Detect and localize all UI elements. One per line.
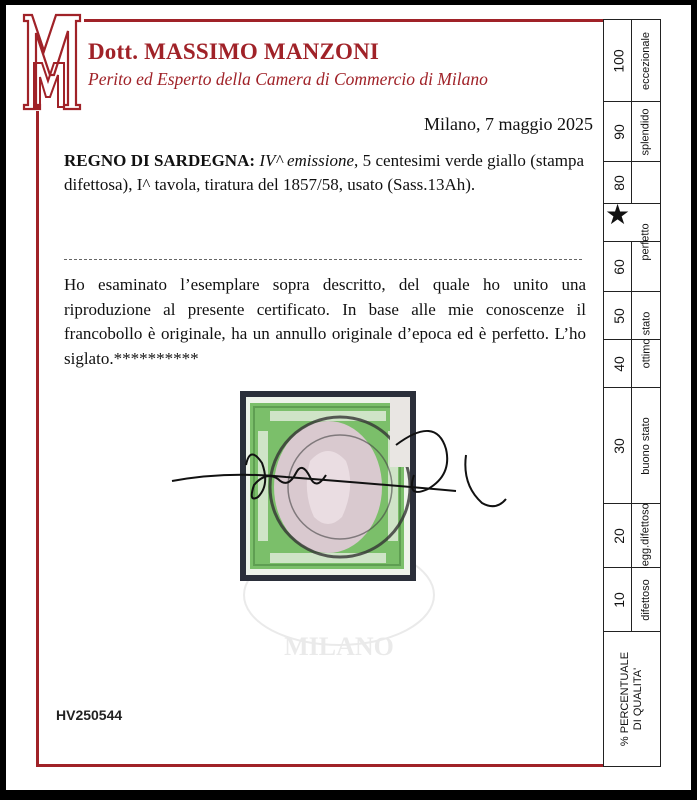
scale-number: 100 <box>610 48 627 73</box>
scale-label: splendido <box>640 107 652 156</box>
scale-footer-line2: DI QUALITA' <box>632 667 645 731</box>
scale-label: perfetto <box>640 223 652 261</box>
scale-number: 80 <box>610 174 627 191</box>
scale-row <box>604 340 660 388</box>
mm-monogram-logo <box>20 11 84 111</box>
scale-label: ottimo stato <box>640 311 653 369</box>
scale-label: buono stato <box>640 416 652 475</box>
scale-row <box>604 20 660 102</box>
scale-row <box>604 162 660 204</box>
handwritten-signature <box>166 415 516 525</box>
scale-number: 50 <box>610 307 627 324</box>
scale-row <box>604 242 660 292</box>
quality-scale <box>603 19 661 767</box>
scale-label: difettoso <box>640 578 652 621</box>
scale-row <box>604 388 660 504</box>
scale-label: eccezionale <box>640 31 652 90</box>
description-lead: REGNO DI SARDEGNA: <box>64 151 256 170</box>
scale-number: 90 <box>610 123 627 140</box>
scale-label: legg.difettoso <box>640 502 652 569</box>
scale-footer-line1: % PERCENTUALE <box>619 651 632 747</box>
certificate-date: Milano, 7 maggio 2025 <box>424 114 593 134</box>
scale-footer <box>604 632 660 766</box>
watermark-text: MILANO <box>284 632 394 661</box>
scale-number: 40 <box>610 355 627 372</box>
scale-number: 10 <box>610 591 627 608</box>
description-rest: , 5 centesimi verde giallo (stampa difettosa), I^ tavola, tiratura del 1857/58, usato (Sass.13Ah). <box>64 151 585 194</box>
scale-row <box>604 568 660 632</box>
scale-row <box>604 102 660 162</box>
certificate-card <box>6 5 691 790</box>
certificate-statement: Ho esaminato l’esemplare sopra descritto, del quale ho unito una riproduzione al presente certificato. In base alle mie conoscenze il francobollo è originale, ha un annullo originale d’epoca ed è perfetto. L’ho siglato.********** <box>64 275 586 368</box>
separator-line <box>64 259 582 260</box>
certificate-code: HV250544 <box>56 707 123 723</box>
description-emission: IV^ emissione <box>259 151 355 170</box>
stamp-description <box>64 149 584 197</box>
scale-number: 20 <box>610 527 627 544</box>
expert-subtitle: Perito ed Esperto della Camera di Commercio di Milano <box>88 69 488 89</box>
scale-number: 60 <box>610 258 627 275</box>
quality-star-icon: ★ <box>605 200 631 231</box>
expert-name: Dott. MASSIMO MANZONI <box>88 39 380 64</box>
scale-row <box>604 504 660 568</box>
scale-number: 30 <box>610 437 627 454</box>
